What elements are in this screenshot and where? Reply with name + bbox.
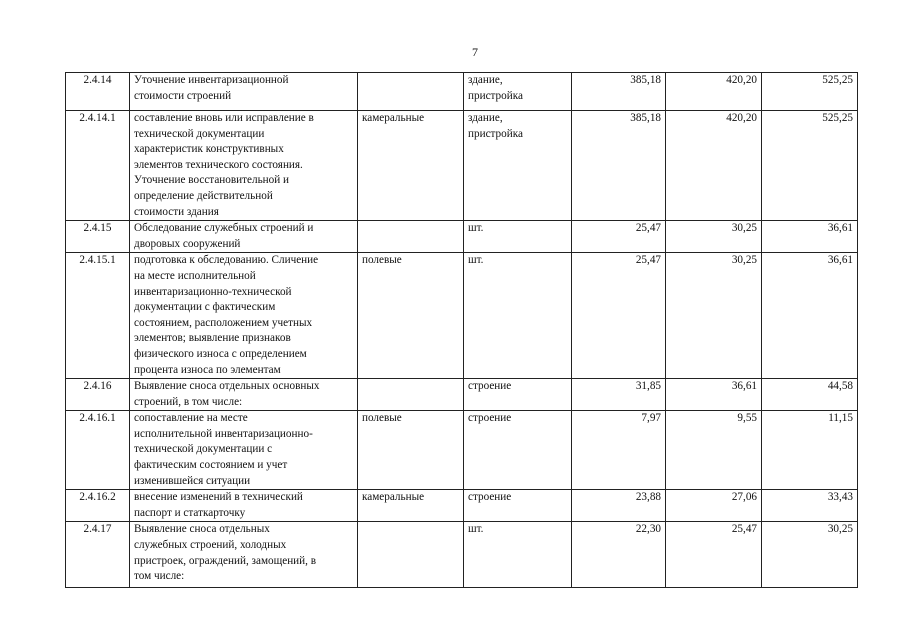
work-type-cell xyxy=(358,73,464,111)
cell-line: стоимости здания xyxy=(134,205,219,218)
price-cell-1: 23,88 xyxy=(572,490,666,522)
table-row xyxy=(66,111,858,221)
cell-line: фактическим состоянием и учет xyxy=(134,459,288,472)
table-row xyxy=(66,221,858,253)
table-row xyxy=(66,379,858,411)
price-cell-3: 36,61 xyxy=(762,221,858,253)
work-type-cell xyxy=(358,379,464,411)
cell-line: паспорт и статкарточку xyxy=(134,506,246,519)
price-cell-1: 385,18 xyxy=(572,111,666,221)
cell-line: пристройка xyxy=(468,89,523,102)
item-description-cell xyxy=(130,522,358,588)
price-cell-2: 30,25 xyxy=(666,253,762,379)
price-cell-3: 525,25 xyxy=(762,73,858,111)
price-cell-3: 525,25 xyxy=(762,111,858,221)
item-description-cell xyxy=(130,73,358,111)
price-cell-1: 22,30 xyxy=(572,522,666,588)
unit-cell xyxy=(464,379,572,411)
cell-line: Выявление сноса отдельных xyxy=(134,523,270,536)
cell-line: физического износа с определением xyxy=(134,347,307,360)
cell-line: здание, xyxy=(468,112,503,124)
price-cell-3: 11,15 xyxy=(762,411,858,490)
item-code-cell: 2.4.14 xyxy=(66,73,130,111)
unit-cell xyxy=(464,111,572,221)
unit-cell xyxy=(464,490,572,522)
cell-line: строение xyxy=(468,380,512,393)
cell-line: шт. xyxy=(468,222,484,235)
price-cell-3: 33,43 xyxy=(762,490,858,522)
cell-line: технической документации с xyxy=(134,443,273,456)
price-cell-1: 25,47 xyxy=(572,253,666,379)
cell-line: изменившейся ситуации xyxy=(134,474,251,487)
work-type-cell: камеральные xyxy=(358,111,464,221)
item-code-cell: 2.4.14.1 xyxy=(66,111,130,221)
item-code-cell: 2.4.15 xyxy=(66,221,130,253)
price-cell-3: 44,58 xyxy=(762,379,858,411)
work-type-cell: камеральные xyxy=(358,490,464,522)
cell-line: шт. xyxy=(468,523,484,536)
cell-line: инвентаризационно-технической xyxy=(134,285,292,298)
table-row xyxy=(66,490,858,522)
table-body xyxy=(66,73,858,588)
cell-line: характеристик конструктивных xyxy=(134,143,284,156)
cell-line: сопоставление на месте xyxy=(134,412,248,425)
table-row xyxy=(66,411,858,490)
cell-line: составление вновь или исправление в xyxy=(134,112,314,124)
item-code-cell: 2.4.15.1 xyxy=(66,253,130,379)
cell-line: шт. xyxy=(468,254,484,267)
work-type-cell: полевые xyxy=(358,411,464,490)
cell-line: стоимости строений xyxy=(134,89,232,102)
cell-line: служебных строений, холодных xyxy=(134,539,287,552)
cell-line: элементов; выявление признаков xyxy=(134,332,291,345)
cell-line: Выявление сноса отдельных основных xyxy=(134,380,320,393)
cell-line: Уточнение восстановительной и xyxy=(134,174,290,187)
table-row xyxy=(66,73,858,111)
cell-line: определение действительной xyxy=(134,189,273,202)
cell-line: процента износа по элементам xyxy=(134,363,281,376)
item-code-cell: 2.4.16.2 xyxy=(66,490,130,522)
unit-cell xyxy=(464,253,572,379)
item-description-cell xyxy=(130,253,358,379)
cell-line: том числе: xyxy=(134,570,185,583)
cell-line: дворовых сооружений xyxy=(134,237,241,250)
cell-line: строение xyxy=(468,491,512,504)
work-type-cell: полевые xyxy=(358,253,464,379)
price-cell-2: 36,61 xyxy=(666,379,762,411)
unit-cell xyxy=(464,522,572,588)
price-cell-1: 385,18 xyxy=(572,73,666,111)
cell-line: на месте исполнительной xyxy=(134,269,256,282)
cell-line: подготовка к обследованию. Сличение xyxy=(134,254,319,267)
price-cell-3: 30,25 xyxy=(762,522,858,588)
cell-line: Уточнение инвентаризационной xyxy=(134,74,289,86)
unit-cell xyxy=(464,411,572,490)
price-cell-2: 420,20 xyxy=(666,73,762,111)
item-description-cell xyxy=(130,221,358,253)
item-description-cell xyxy=(130,411,358,490)
price-cell-2: 9,55 xyxy=(666,411,762,490)
price-cell-1: 7,97 xyxy=(572,411,666,490)
cell-line: технической документации xyxy=(134,127,265,140)
price-cell-2: 420,20 xyxy=(666,111,762,221)
item-code-cell: 2.4.17 xyxy=(66,522,130,588)
item-code-cell: 2.4.16.1 xyxy=(66,411,130,490)
page-number: 7 xyxy=(472,45,478,59)
cell-line: элементов технического состояния. xyxy=(134,158,303,171)
rates-table xyxy=(65,72,858,588)
work-type-cell xyxy=(358,221,464,253)
work-type-cell xyxy=(358,522,464,588)
cell-line: внесение изменений в технический xyxy=(134,491,303,504)
price-cell-2: 27,06 xyxy=(666,490,762,522)
price-cell-2: 25,47 xyxy=(666,522,762,588)
cell-line: пристройка xyxy=(468,127,523,140)
price-cell-1: 25,47 xyxy=(572,221,666,253)
price-cell-2: 30,25 xyxy=(666,221,762,253)
cell-line: строений, в том числе: xyxy=(134,395,243,408)
unit-cell xyxy=(464,221,572,253)
item-description-cell xyxy=(130,379,358,411)
table-row xyxy=(66,253,858,379)
cell-line: состоянием, расположением учетных xyxy=(134,316,313,329)
cell-line: пристроек, ограждений, замощений, в xyxy=(134,554,317,567)
item-description-cell xyxy=(130,111,358,221)
cell-line: здание, xyxy=(468,74,503,86)
item-code-cell: 2.4.16 xyxy=(66,379,130,411)
table-row xyxy=(66,522,858,588)
cell-line: исполнительной инвентаризационно- xyxy=(134,427,313,440)
item-description-cell xyxy=(130,490,358,522)
cell-line: документации с фактическим xyxy=(134,301,276,314)
price-cell-1: 31,85 xyxy=(572,379,666,411)
cell-line: строение xyxy=(468,412,512,425)
unit-cell xyxy=(464,73,572,111)
price-cell-3: 36,61 xyxy=(762,253,858,379)
cell-line: Обследование служебных строений и xyxy=(134,222,314,235)
